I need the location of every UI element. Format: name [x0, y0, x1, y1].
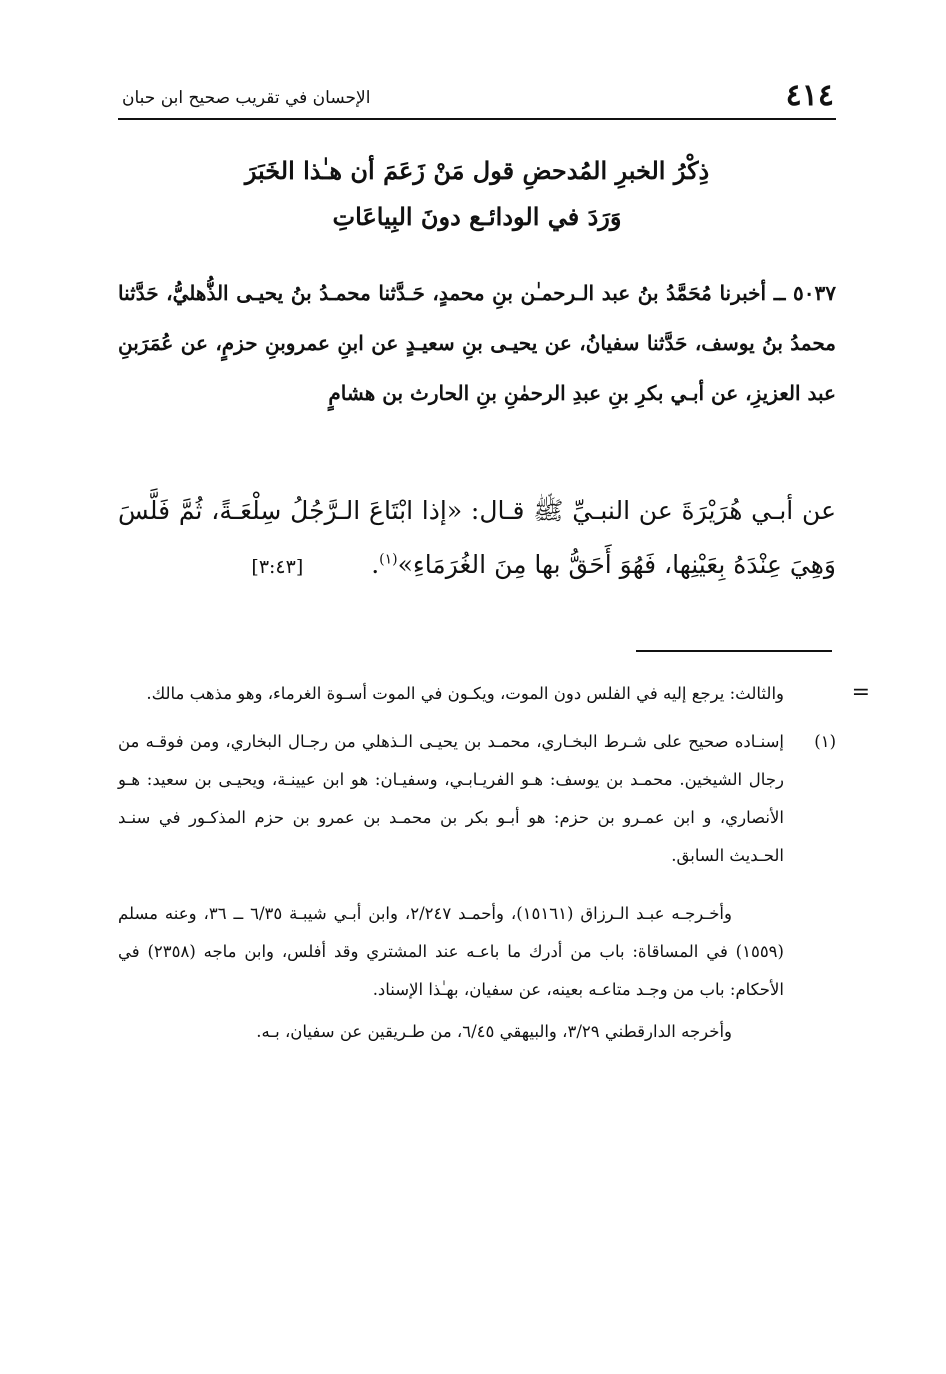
footnote-marker: (١) [379, 551, 398, 568]
footnotes [118, 675, 836, 1051]
hadith-reference: [٣:٤٣] [251, 556, 304, 578]
hadith-matn [118, 484, 836, 594]
footnote-separator [636, 650, 832, 652]
chapter-title [118, 148, 836, 240]
hadith-dash: ــ [766, 281, 786, 305]
continuation-mark: = [851, 680, 870, 705]
page-number: ٤١٤ [785, 78, 834, 113]
chapter-title-line-1: ذِكْرُ الخبرِ المُدحضِ قول مَنْ زَعَمَ أن هـٰذا الخَبَرَ [244, 156, 710, 185]
matn-text: عن أبـي هُرَيْرَةَ عن النبـيِّ ﷺ قـال: «إذا ابْتَاعَ الـرَّجُلُ سِلْعَـةً، ثُمَّ فَلَّسَ وَهِيَ عِنْدَهُ بِعَيْنِها، فَهُوَ أَحَقُّ بها مِنَ الغُرَمَاءِ» [118, 496, 836, 579]
takhrij-paragraph-2: وأخرجه الدارقطني ٣/٢٩، والبيهقي ٦/٤٥، من طـريقين عن سفيان، بـه. [256, 1022, 732, 1041]
matn-end-punct: . [371, 550, 380, 579]
running-header [118, 78, 836, 120]
chapter-title-line-2: وَرَدَ في الودائـع دونَ البِياعَاتِ [332, 202, 622, 231]
footnote-number: (١) [814, 732, 836, 751]
footnote-text: إسنـاده صحيح على شـرط البخـاري، محمـد بن يحيـى الـذهلي من رجـال البخاري، ومن فوقـه من رجال الشيخين. محمـد بن يوسف: هـو الفريـابـي، وسفيـان: هو ابن عيينـة، ويحيـى بن سعيد: هـو الأنصاري، و ابن عمـرو بن حزم: هو أبـو بكر بن محمـد بن عمرو بن حزم المذكـور في سنـد الحـديث السابق. [118, 732, 784, 865]
continued-note: والثالث: يرجع إليه في الفلس دون الموت، ويكـون في الموت أسـوة الغرماء، وهو مذهب مالك. [146, 684, 784, 703]
takhrij-paragraph-1: وأخـرجـه عبـد الـرزاق (١٥١٦١)، وأحمـد ٢/٢٤٧، وابن أبـي شيبـة ٦/٣٥ ــ ٣٦، وعنه مسلم (١٥٥٩) في المساقاة: باب من أدرك ما باعـه عند المشتري وقد أفلس، وابن ماجه (٢٣٥٨) في الأحكام: باب من وجـد متاعـه بعينه، عن سفيان، بهـٰذا الإسناد. [118, 904, 784, 999]
isnad-text: أخبرنا مُحَمَّدُ بنُ عبد الـرحمـٰن بنِ محمدٍ، حَـدَّثنا محمـدُ بنُ يحيـى الذُّهليُّ، حَدَّثنا محمدُ بنُ يوسف، حَدَّثنا سفيانُ، عن يحيـى بنِ سعيـدٍ عن ابنِ عمروبنِ حزمٍ، عن عُمَرَبنِ عبد العزيزِ، عن أبـي بكرِ بنِ عبدِ الرحمٰنِ بنِ الحارث بن هشامٍ [118, 281, 836, 405]
book-title: الإحسان في تقريب صحيح ابن حبان [122, 88, 371, 108]
hadith-isnad [118, 268, 836, 418]
footnote-1 [118, 723, 836, 1051]
hadith-number: ٥٠٣٧ [793, 281, 837, 305]
